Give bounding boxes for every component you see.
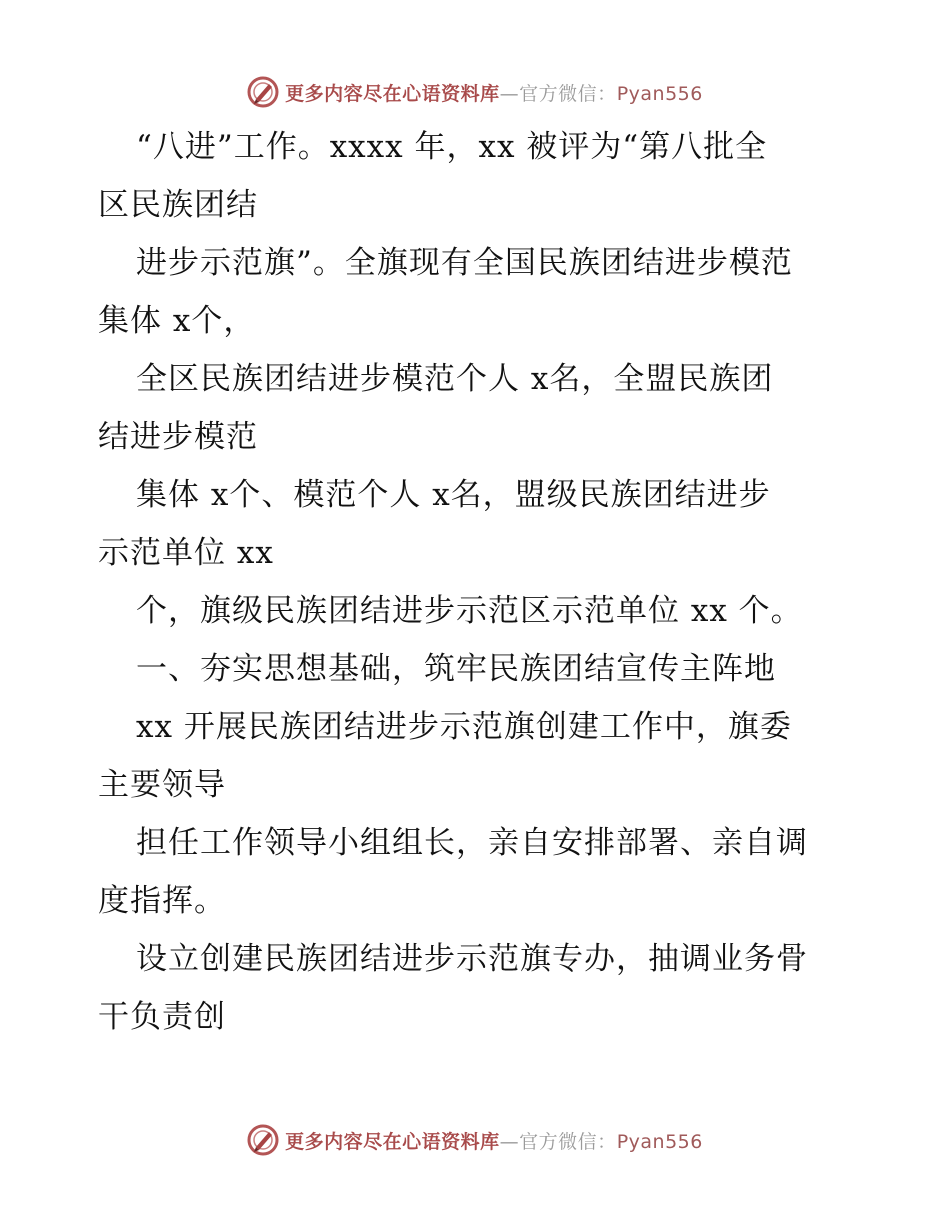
- text-line: 担任工作领导小组组长，亲自安排部署、亲自调: [136, 825, 808, 861]
- header-watermark: [0, 72, 950, 112]
- document-body: [98, 118, 858, 1046]
- watermark-brand: 更多内容尽在心语资料库: [285, 1130, 500, 1153]
- pen-logo-icon: [247, 1124, 279, 1156]
- text-line: 个，旗级民族团结进步示范区示范单位 xx 个。: [136, 593, 803, 629]
- watermark-label: 官方微信：: [519, 82, 617, 105]
- text-line: “八进”工作。xxxx 年，xx 被评为“第八批全: [136, 129, 768, 165]
- text-line: 进步示范旗”。全旗现有全国民族团结进步模范: [136, 245, 793, 281]
- watermark-dash: —: [499, 82, 520, 105]
- text-line: 主要领导: [98, 767, 226, 803]
- text-line: 示范单位 xx: [98, 535, 274, 571]
- text-line: 设立创建民族团结进步示范旗专办，抽调业务骨: [136, 941, 808, 977]
- watermark-brand: 更多内容尽在心语资料库: [285, 82, 500, 105]
- watermark-label: 官方微信：: [519, 1130, 617, 1153]
- watermark-dash: —: [499, 1130, 520, 1153]
- text-line: 集体 x个，: [98, 303, 256, 339]
- text-line: xx 开展民族团结进步示范旗创建工作中，旗委: [136, 709, 792, 745]
- watermark-handle: Pyan556: [616, 82, 703, 105]
- text-line: 集体 x个、模范个人 x名，盟级民族团结进步: [136, 477, 771, 513]
- pen-logo-icon: [247, 76, 279, 108]
- text-line: 结进步模范: [98, 419, 258, 455]
- text-line: 度指挥。: [98, 883, 226, 919]
- text-line: 干负责创: [98, 999, 226, 1035]
- watermark-handle: Pyan556: [616, 1130, 703, 1153]
- text-line: 全区民族团结进步模范个人 x名，全盟民族团: [136, 361, 774, 397]
- footer-watermark: [0, 1120, 950, 1160]
- text-line: 一、夯实思想基础，筑牢民族团结宣传主阵地: [136, 651, 776, 687]
- text-line: 区民族团结: [98, 187, 258, 223]
